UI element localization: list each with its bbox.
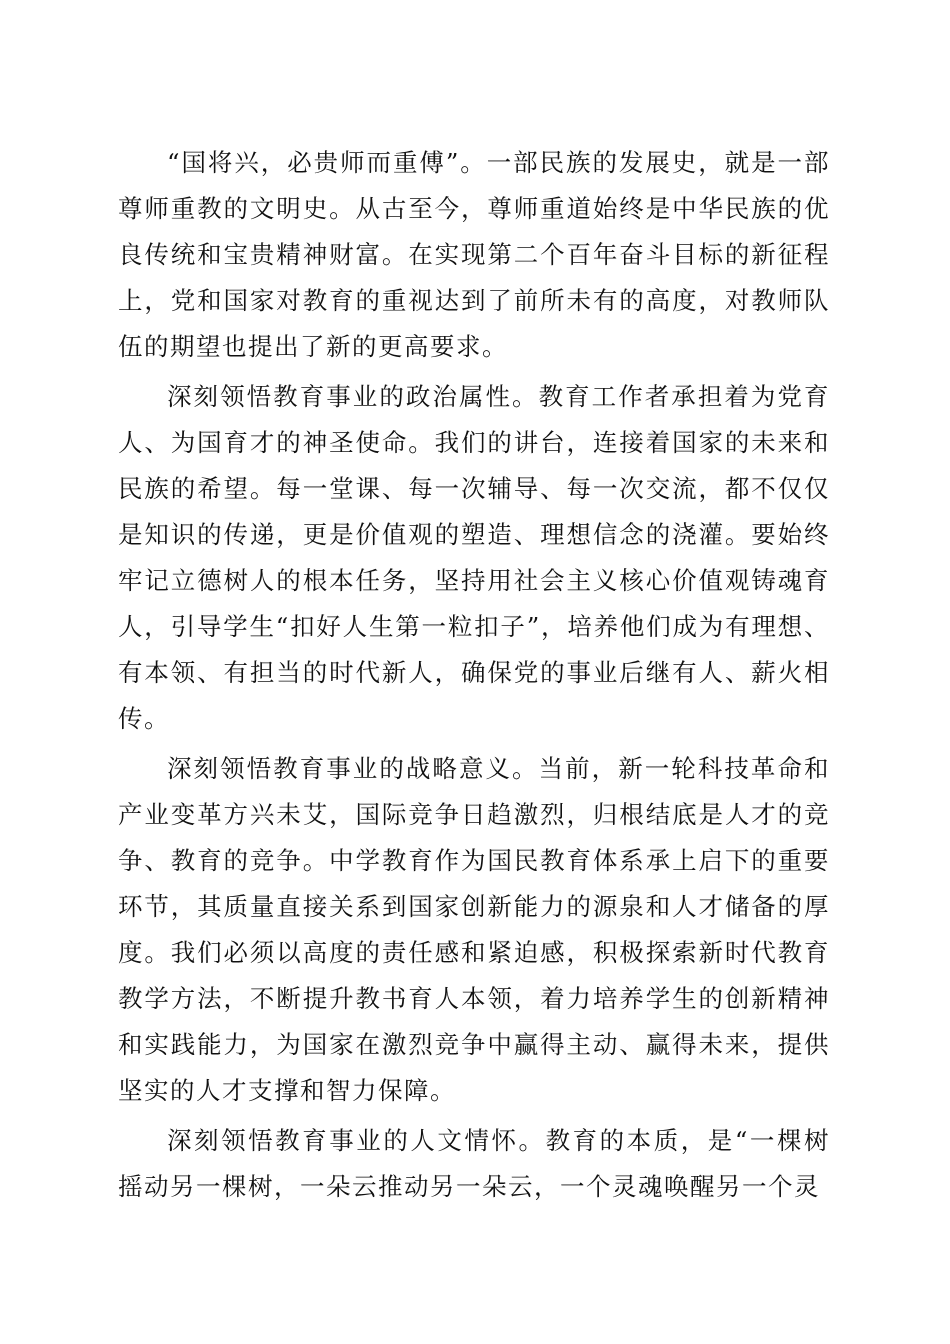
paragraph-strategic-significance: 深刻领悟教育事业的战略意义。当前，新一轮科技革命和产业变革方兴未艾，国际竞争日趋激烈，归根结底是人才的竞争、教育的竞争。中学教育作为国民教育体系承上启下的重要环节，其质量直接关系到国家创新能力的源泉和人才储备的厚度。我们必须以高度的责任感和紧迫感，积极探索新时代教育教学方法，不断提升教书育人本领，着力培养学生的创新精神和实践能力，为国家在激烈竞争中赢得主动、赢得未来，提供坚实的人才支撑和智力保障。 xyxy=(118,754,830,1105)
document-page xyxy=(118,140,830,1214)
paragraph-political-attribute: 深刻领悟教育事业的政治属性。教育工作者承担着为党育人、为国育才的神圣使命。我们的讲台，连接着国家的未来和民族的希望。每一堂课、每一次辅导、每一次交流，都不仅仅是知识的传递，更是价值观的塑造、理想信念的浇灌。要始终牢记立德树人的根本任务，坚持用社会主义核心价值观铸魂育人，引导学生“扣好人生第一粒扣子”，培养他们成为有理想、有本领、有担当的时代新人，确保党的事业后继有人、薪火相传。 xyxy=(118,382,830,733)
paragraph-humanistic-care: 深刻领悟教育事业的人文情怀。教育的本质，是“一棵树摇动另一棵树，一朵云推动另一朵云，一个灵魂唤醒另一个灵 xyxy=(118,1126,830,1201)
paragraph-intro: “国将兴，必贵师而重傅”。一部民族的发展史，就是一部尊师重教的文明史。从古至今，尊师重道始终是中华民族的优良传统和宝贵精神财富。在实现第二个百年奋斗目标的新征程上，党和国家对教育的重视达到了前所未有的高度，对教师队伍的期望也提出了新的更高要求。 xyxy=(118,148,830,361)
